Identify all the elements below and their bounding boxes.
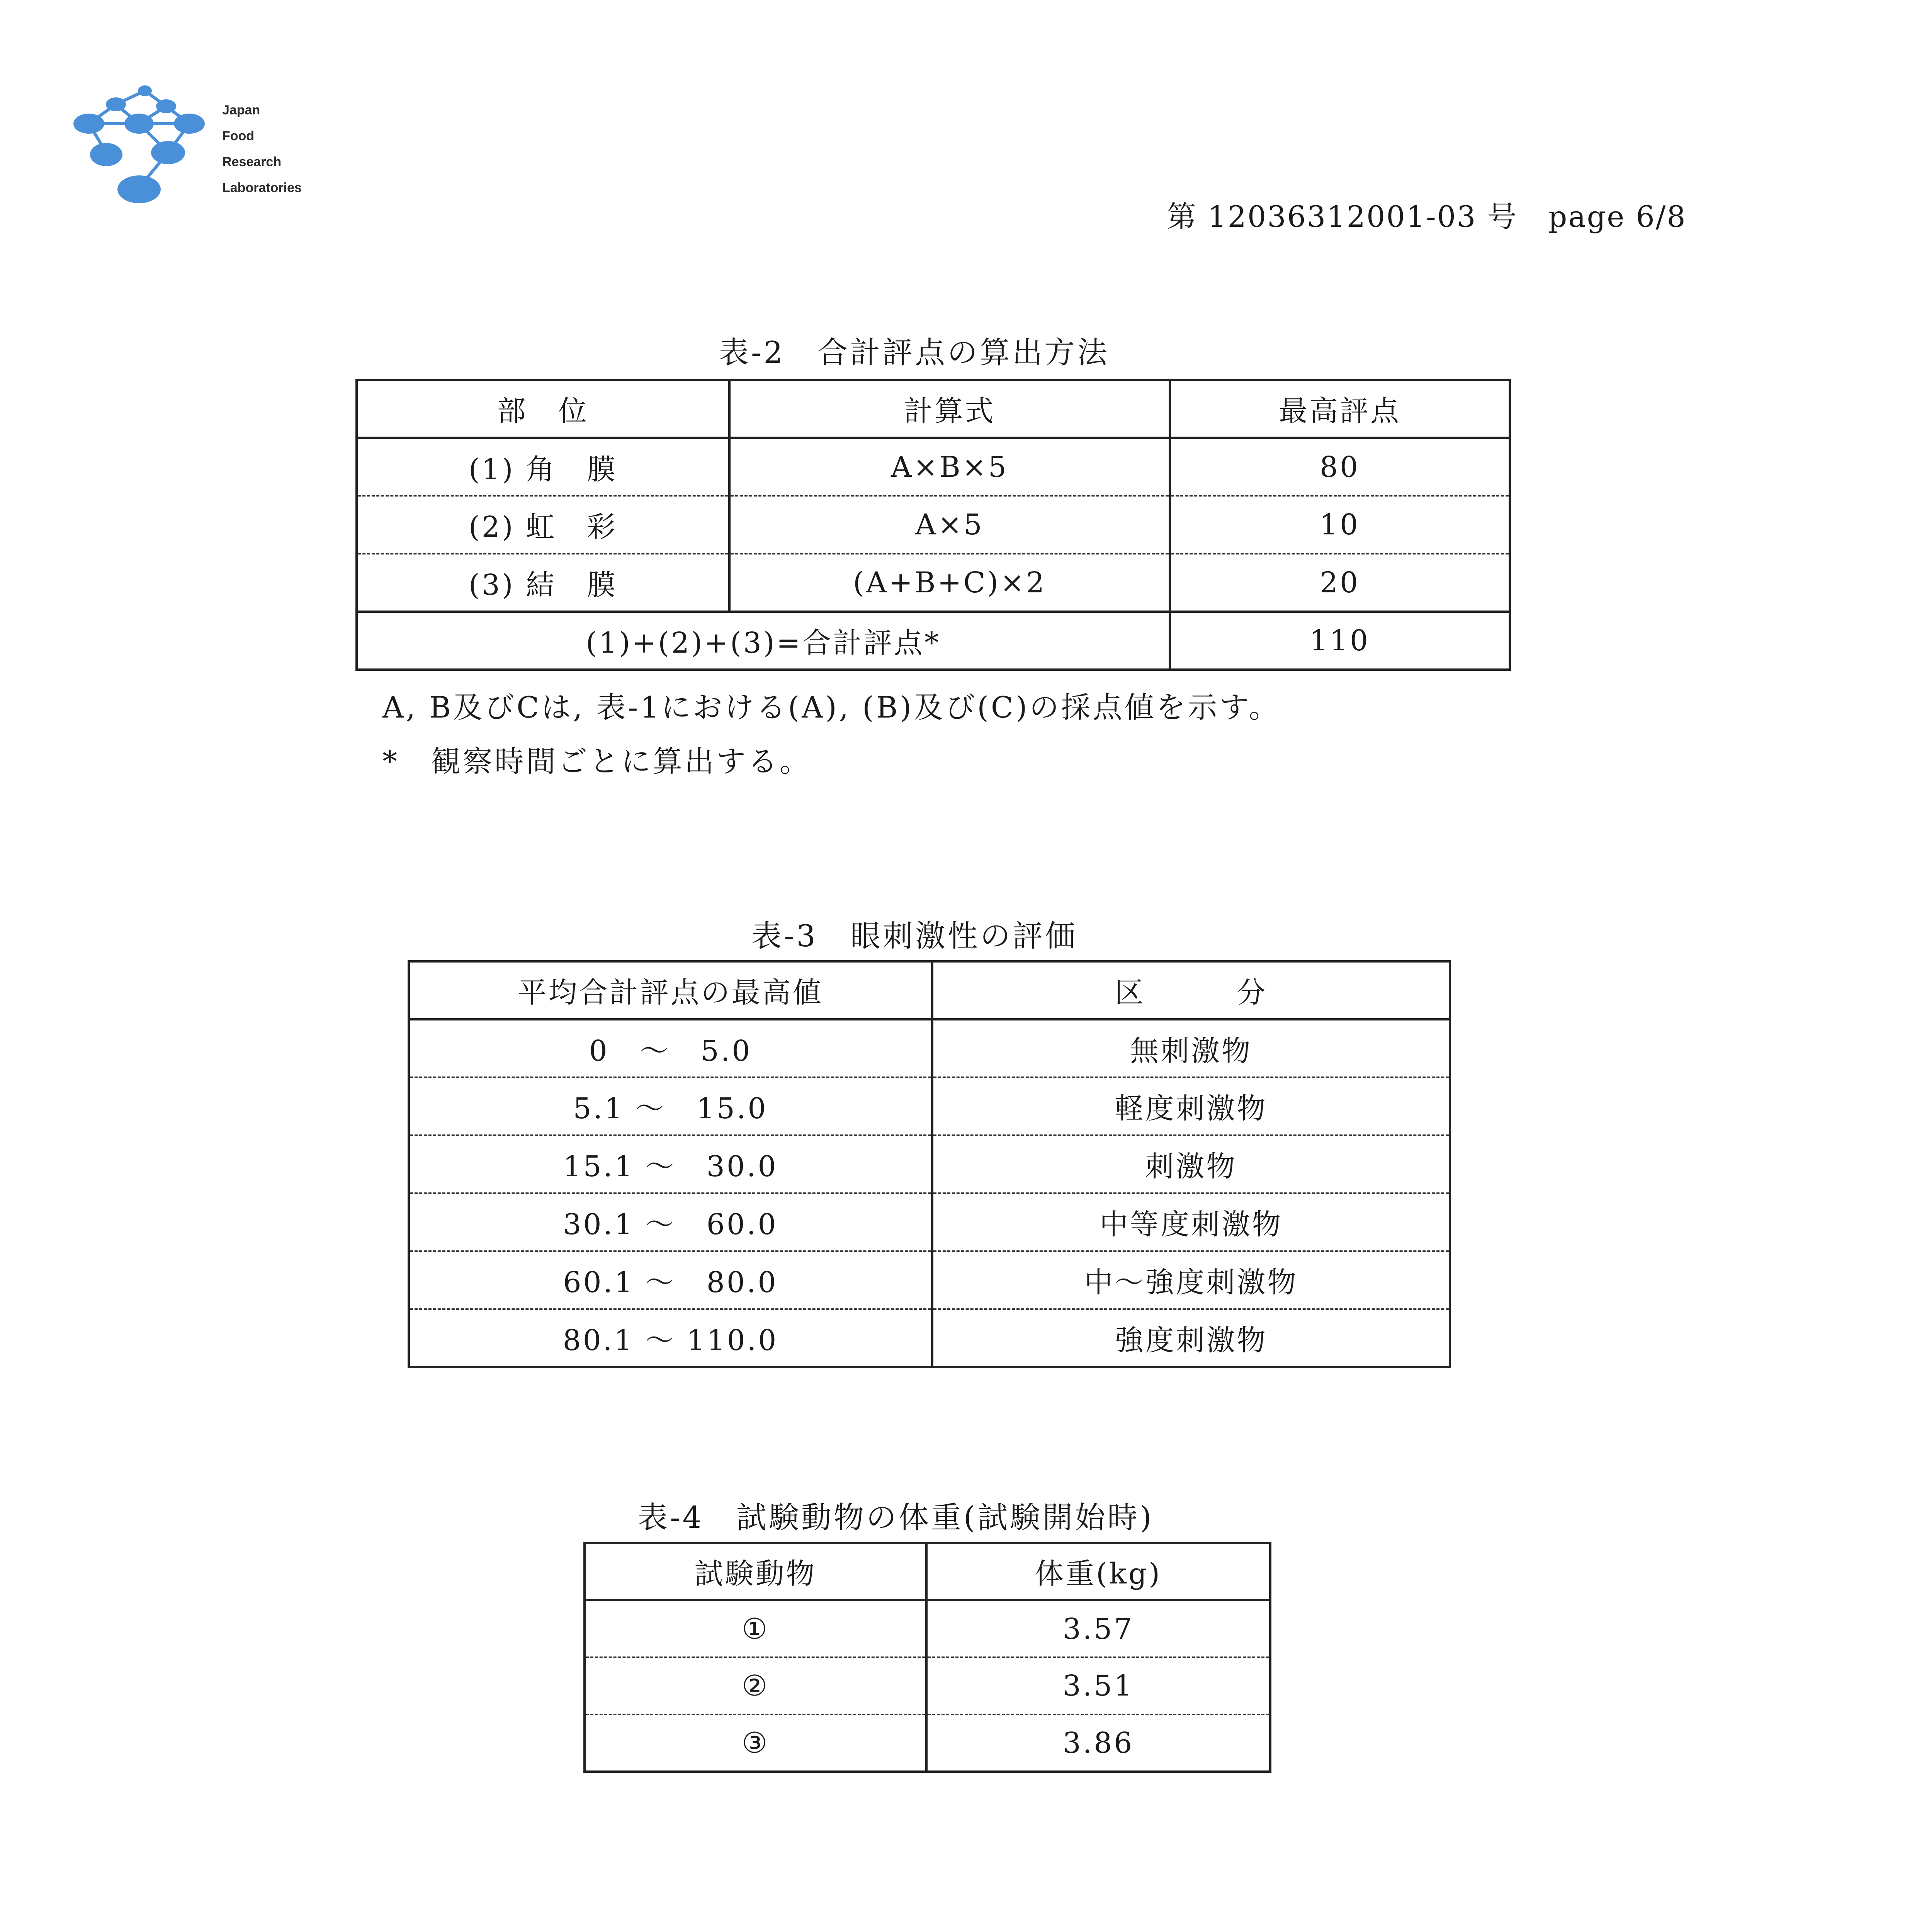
table2: [355, 379, 1511, 671]
table-row: [357, 496, 1510, 554]
table-cell: 20: [1170, 554, 1510, 612]
logo-text-line: Research: [222, 155, 282, 169]
table-header-row: [409, 961, 1450, 1019]
header-cell: 平均合計評点の最高値: [409, 961, 932, 1019]
table4-caption: 表-4 試験動物の体重(試験開始時): [637, 1500, 1154, 1535]
table-cell: 15.1 ～ 30.0: [409, 1135, 932, 1193]
table-cell: 3.51: [926, 1657, 1270, 1714]
table-row: [409, 1193, 1450, 1251]
table-cell: ③: [585, 1714, 926, 1772]
logo-text-line: Japan: [222, 103, 260, 117]
table-cell: 3.86: [926, 1714, 1270, 1772]
table-cell: (A+B+C)×2: [729, 554, 1170, 612]
table-row: [409, 1077, 1450, 1135]
table-row: [357, 438, 1510, 496]
table-cell: 中～強度刺激物: [932, 1251, 1450, 1309]
table-total-row: [357, 612, 1510, 670]
total-value: 110: [1170, 612, 1510, 670]
table-cell: A×B×5: [729, 438, 1170, 496]
total-label: (1)+(2)+(3)=合計評点*: [357, 612, 1170, 670]
header-cell: 試験動物: [585, 1543, 926, 1600]
table3-caption: 表-3 眼刺激性の評価: [751, 919, 1077, 954]
table-cell: 強度刺激物: [932, 1309, 1450, 1367]
table-cell: (2) 虹 彩: [357, 496, 729, 554]
table-cell: 10: [1170, 496, 1510, 554]
jfrl-logo-icon: [66, 83, 243, 214]
table2-caption: 表-2 合計評点の算出方法: [719, 335, 1110, 370]
table-cell: 60.1 ～ 80.0: [409, 1251, 932, 1309]
table-cell: 軽度刺激物: [932, 1077, 1450, 1135]
table-cell: (1) 角 膜: [357, 438, 729, 496]
table-row: [585, 1714, 1270, 1772]
table-cell: 30.1 ～ 60.0: [409, 1193, 932, 1251]
table-header-row: [585, 1543, 1270, 1600]
table-cell: 80: [1170, 438, 1510, 496]
header-cell: 最高評点: [1170, 380, 1510, 438]
table-cell: (3) 結 膜: [357, 554, 729, 612]
table-row: [585, 1657, 1270, 1714]
header-cell: 体重(kg): [926, 1543, 1270, 1600]
table-cell: ②: [585, 1657, 926, 1714]
table4: [583, 1542, 1271, 1773]
logo-text: [222, 97, 302, 201]
table-cell: 刺激物: [932, 1135, 1450, 1193]
table-header-row: [357, 380, 1510, 438]
table-cell: 80.1 ～ 110.0: [409, 1309, 932, 1367]
table-cell: A×5: [729, 496, 1170, 554]
table-cell: 5.1 ～ 15.0: [409, 1077, 932, 1135]
table-cell: 無刺激物: [932, 1019, 1450, 1077]
table-row: [357, 554, 1510, 612]
header-cell: 計算式: [729, 380, 1170, 438]
table-cell: 0 ～ 5.0: [409, 1019, 932, 1077]
logo-text-line: Laboratories: [222, 180, 302, 195]
table-row: [585, 1600, 1270, 1657]
header-cell: 部 位: [357, 380, 729, 438]
table-row: [409, 1135, 1450, 1193]
table-row: [409, 1309, 1450, 1367]
table3: [408, 960, 1451, 1368]
table-cell: 中等度刺激物: [932, 1193, 1450, 1251]
table-cell: ①: [585, 1600, 926, 1657]
logo-text-line: Food: [222, 129, 255, 143]
header-cell: 区 分: [932, 961, 1450, 1019]
table-row: [409, 1251, 1450, 1309]
table2-note: A, B及びCは, 表-1における(A), (B)及び(C)の採点値を示す。: [382, 690, 1281, 724]
table-cell: 3.57: [926, 1600, 1270, 1657]
table2-footnote: * 観察時間ごとに算出する。: [382, 744, 811, 779]
table-row: [409, 1019, 1450, 1077]
report-number: 第 12036312001-03 号 page 6/8: [1167, 199, 1687, 234]
